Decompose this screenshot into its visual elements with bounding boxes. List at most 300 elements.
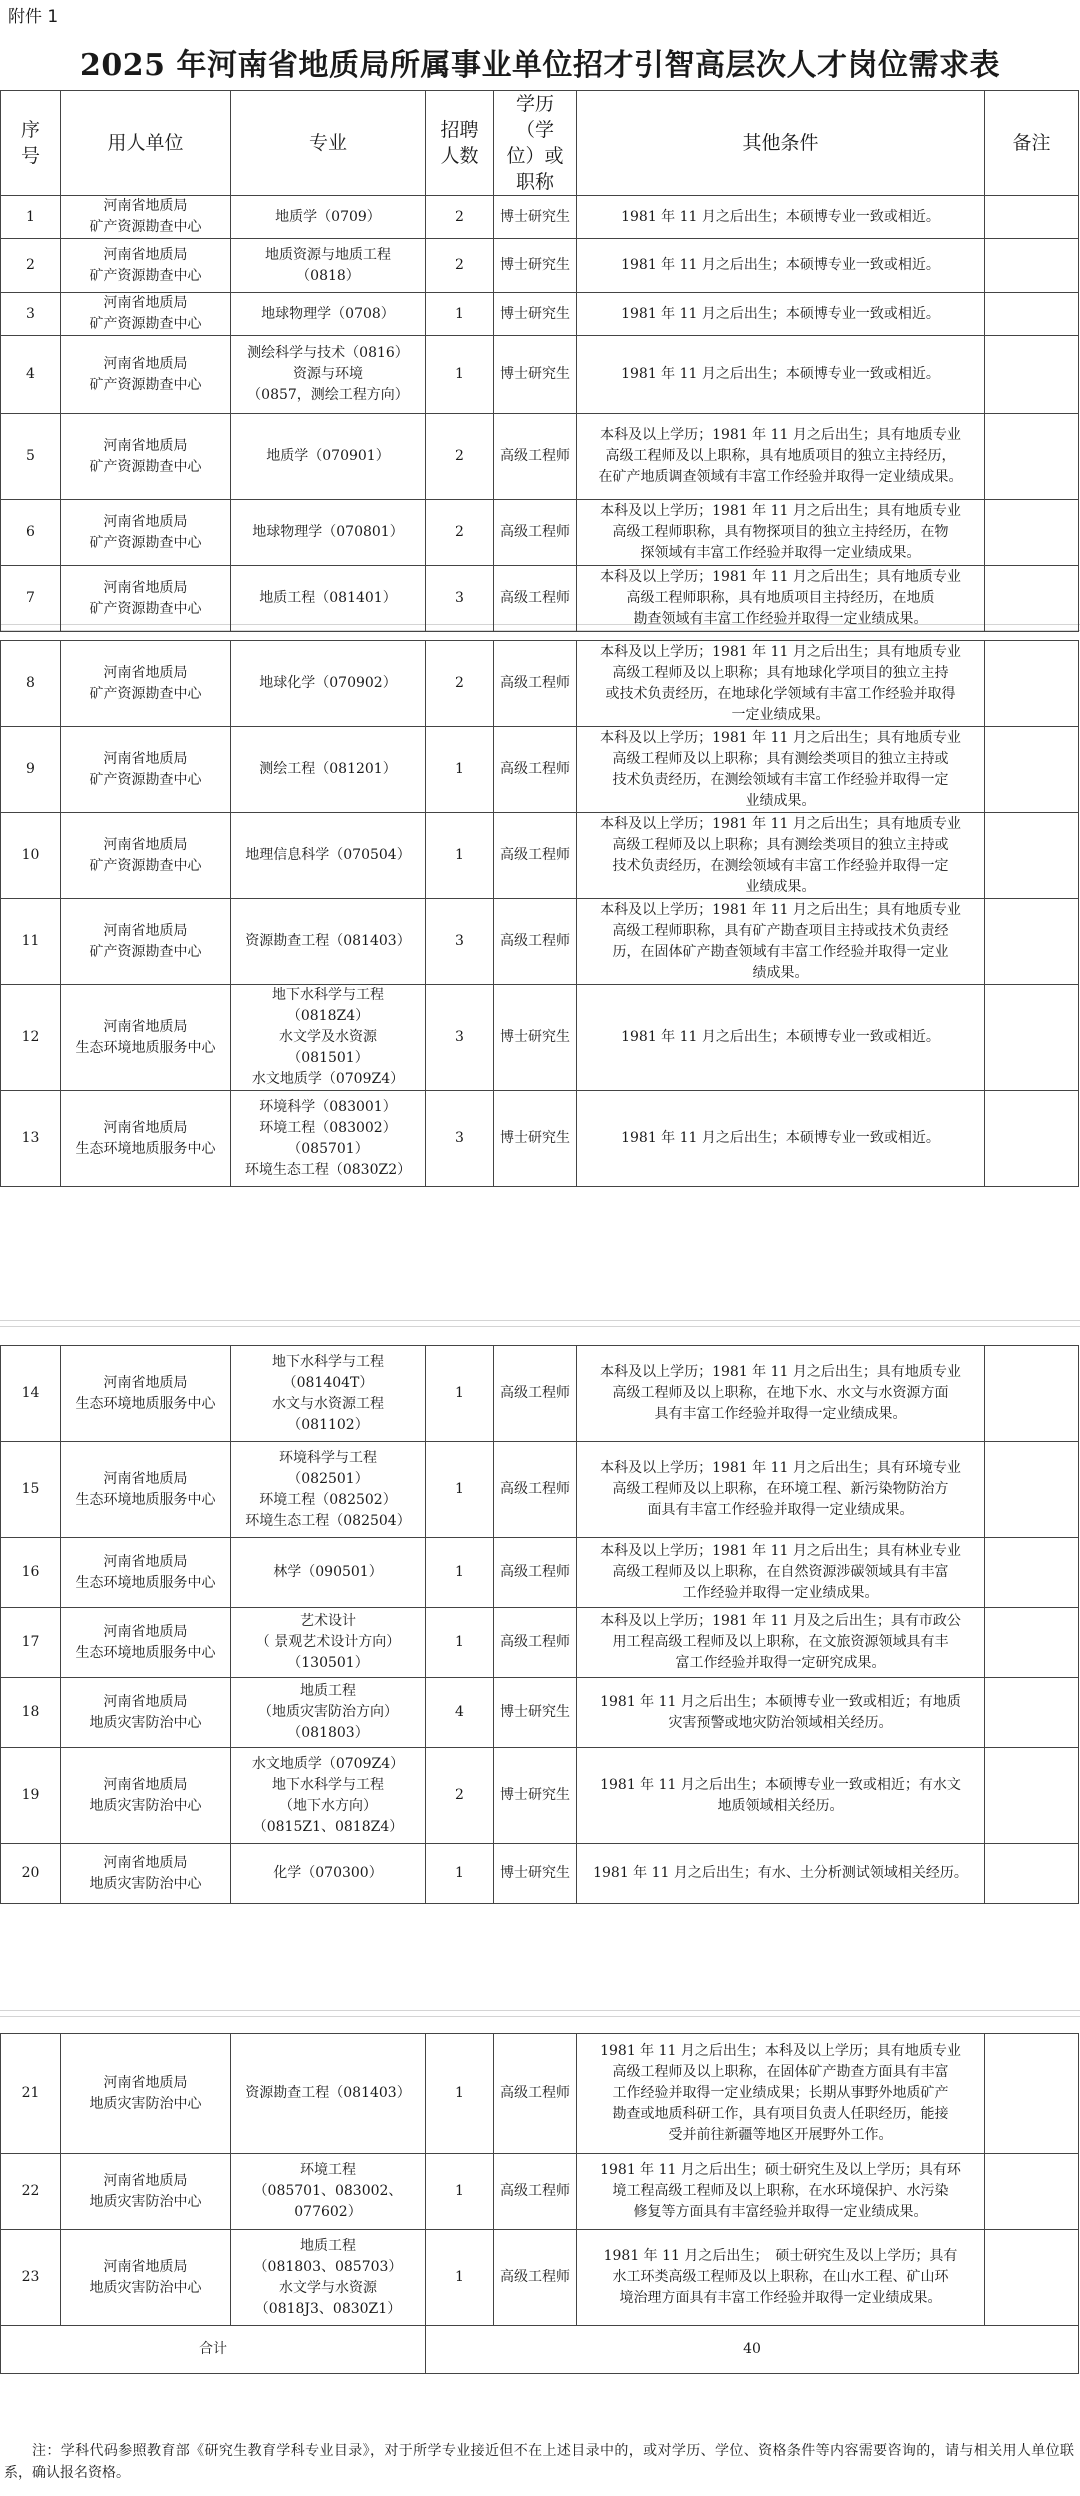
- cell-line: 1981 年 11 月之后出生；硕士研究生及以上学历；具有环: [600, 2162, 961, 2178]
- seq-cell: 2: [1, 239, 61, 293]
- remark-cell: [985, 239, 1079, 293]
- table-block-3: [0, 1345, 1079, 1904]
- edu-cell: 高级工程师: [494, 1442, 577, 1538]
- table-block-1: [0, 90, 1079, 632]
- edu-cell: 博士研究生: [494, 196, 577, 239]
- header-major: 专业: [231, 91, 426, 196]
- cell-line: 本科及以上学历；1981 年 11 月及之后出生；具有市政公: [600, 1613, 961, 1629]
- remark-cell: [985, 899, 1079, 985]
- count-cell: 1: [426, 336, 494, 414]
- cell-line: 高级工程师职称，具有物探项目的独立主持经历，在物: [612, 524, 949, 540]
- cell-line: 化学（070300）: [273, 1865, 383, 1881]
- seq-cell: 15: [1, 1442, 61, 1538]
- seq-cell: 19: [1, 1748, 61, 1844]
- cell-line: （081102）: [287, 1416, 369, 1433]
- cell-line: 测绘工程（081201）: [259, 761, 397, 777]
- seq-cell: 14: [1, 1346, 61, 1442]
- major-cell: [231, 414, 426, 500]
- cell-line: 地下水科学与工程: [272, 1776, 384, 1793]
- edu-cell: 博士研究生: [494, 336, 577, 414]
- cell-line: 河南省地质局: [103, 579, 188, 596]
- count-cell: 1: [426, 1538, 494, 1608]
- cell-line: 矿产资源勘查中心: [89, 600, 202, 617]
- unit-cell: [61, 1844, 231, 1904]
- unit-cell: [61, 500, 231, 566]
- cell-line: 地质资源与地质工程: [265, 246, 391, 263]
- major-cell: [231, 813, 426, 899]
- header-unit: 用人单位: [61, 91, 231, 196]
- cell-line: 1981 年 11 月之后出生； 硕士研究生及以上学历；具有: [603, 2248, 958, 2264]
- edu-cell: 高级工程师: [494, 1608, 577, 1678]
- cell-line: 地质灾害防治中心: [89, 2279, 202, 2296]
- cell-line: 矿产资源勘查中心: [89, 376, 202, 393]
- cell-line: 1981 年 11 月之后出生；本硕博专业一致或相近。: [621, 366, 940, 382]
- cell-line: （081803、085703）: [253, 2258, 403, 2275]
- cell-line: 水文学及水资源: [279, 1029, 377, 1045]
- major-cell: [231, 566, 426, 632]
- cell-line: 水文学与水资源: [279, 2279, 377, 2296]
- cell-line: （0818）: [296, 267, 360, 284]
- seq-cell: 21: [1, 2034, 61, 2154]
- cell-line: 本科及以上学历；1981 年 11 月之后出生；具有地质专业: [600, 503, 961, 519]
- other-cell: [577, 813, 985, 899]
- table-row: [1, 813, 1079, 899]
- cell-line: 水工环类高级工程师及以上职称，在山水工程、矿山环: [612, 2269, 949, 2285]
- cell-line: 河南省地质局: [103, 664, 188, 681]
- cell-line: 地质学（0709）: [275, 208, 381, 225]
- unit-cell: [61, 293, 231, 336]
- unit-cell: [61, 566, 231, 632]
- other-cell: [577, 239, 985, 293]
- remark-cell: [985, 1608, 1079, 1678]
- cell-line: 水文与水资源工程: [272, 1395, 384, 1412]
- remark-cell: [985, 336, 1079, 414]
- other-cell: [577, 1678, 985, 1748]
- cell-line: 河南省地质局: [103, 1623, 188, 1640]
- table-row: [1, 727, 1079, 813]
- other-cell: [577, 1442, 985, 1538]
- cell-line: 地质工程: [300, 1683, 356, 1699]
- unit-cell: [61, 2034, 231, 2154]
- other-cell: [577, 641, 985, 727]
- major-cell: [231, 1538, 426, 1608]
- total-label: 合计: [1, 2326, 426, 2374]
- table-row: [1, 1538, 1079, 1608]
- count-cell: 3: [426, 1091, 494, 1187]
- unit-cell: [61, 239, 231, 293]
- cell-line: 地质工程（081401）: [259, 590, 397, 606]
- remark-cell: [985, 1748, 1079, 1844]
- cell-line: 生态环境地质服务中心: [75, 1574, 216, 1591]
- major-cell: [231, 1091, 426, 1187]
- unit-cell: [61, 1091, 231, 1187]
- cell-line: 河南省地质局: [103, 836, 188, 853]
- unit-cell: [61, 1608, 231, 1678]
- cell-line: 招聘: [440, 119, 479, 141]
- cell-line: 环境科学（083001）: [259, 1098, 397, 1115]
- remark-cell: [985, 566, 1079, 632]
- cell-line: 环境科学与工程: [279, 1449, 377, 1466]
- cell-line: 地质灾害防治中心: [89, 1875, 202, 1892]
- table-row: [1, 1091, 1079, 1187]
- count-cell: 1: [426, 2154, 494, 2230]
- cell-line: 序: [20, 119, 40, 141]
- major-cell: [231, 2230, 426, 2326]
- cell-line: 业绩成果。: [745, 792, 816, 809]
- total-value: 40: [426, 2326, 1079, 2374]
- count-cell: 2: [426, 196, 494, 239]
- cell-line: 河南省地质局: [103, 1693, 188, 1710]
- cell-line: 1981 年 11 月之后出生；有水、土分析测试领域相关经历。: [593, 1865, 968, 1881]
- page-break-line: [0, 2010, 1080, 2011]
- table-row: [1, 1346, 1079, 1442]
- remark-cell: [985, 196, 1079, 239]
- page-break-line: [0, 1320, 1080, 1321]
- unit-cell: [61, 2230, 231, 2326]
- cell-line: 境治理方面具有丰富工作经验并取得一定业绩成果。: [619, 2290, 942, 2306]
- cell-line: 工作经验并取得一定业绩成果。: [682, 1585, 879, 1601]
- count-cell: 3: [426, 566, 494, 632]
- remark-cell: [985, 1844, 1079, 1904]
- cell-line: 受并前往新疆等地区开展野外工作。: [668, 2127, 893, 2143]
- table-row: [1, 2230, 1079, 2326]
- cell-line: 河南省地质局: [103, 295, 188, 311]
- cell-line: 1981 年 11 月之后出生；本硕博专业一致或相近。: [621, 257, 940, 273]
- table-row: [1, 985, 1079, 1091]
- unit-cell: [61, 2154, 231, 2230]
- edu-cell: 高级工程师: [494, 899, 577, 985]
- cell-line: 高级工程师及以上职称，在固体矿产勘查方面具有丰富: [612, 2064, 949, 2080]
- total-row: [1, 2326, 1079, 2374]
- cell-line: （085701、083002、: [253, 2183, 403, 2199]
- unit-cell: [61, 641, 231, 727]
- cell-line: 高级工程师及以上职称；具有测绘类项目的独立主持或: [612, 750, 949, 767]
- remark-cell: [985, 293, 1079, 336]
- other-cell: [577, 1091, 985, 1187]
- other-cell: [577, 899, 985, 985]
- cell-line: 河南省地质局: [103, 1374, 188, 1391]
- table-row: [1, 1608, 1079, 1678]
- count-cell: 1: [426, 1442, 494, 1538]
- cell-line: 河南省地质局: [103, 2258, 188, 2275]
- edu-cell: 博士研究生: [494, 985, 577, 1091]
- cell-line: 面具有丰富工作经验并取得一定业绩成果。: [647, 1502, 914, 1518]
- cell-line: 高级工程师及以上职称，具有地质项目的独立主持经历，: [605, 448, 956, 464]
- table-row: [1, 500, 1079, 566]
- cell-line: （地质灾害防治方向）: [258, 1704, 398, 1720]
- cell-line: （130501）: [287, 1655, 369, 1671]
- cell-line: 高级工程师职称，具有矿产勘查项目主持或技术负责经: [612, 922, 949, 939]
- table-row: [1, 196, 1079, 239]
- cell-line: 用工程高级工程师及以上职称，在文旅资源领域具有丰: [612, 1634, 949, 1650]
- cell-line: 本科及以上学历；1981 年 11 月之后出生；具有地质专业: [600, 643, 961, 660]
- header-edu: [494, 91, 577, 196]
- unit-cell: [61, 1346, 231, 1442]
- cell-line: 生态环境地质服务中心: [75, 1140, 216, 1157]
- count-cell: 1: [426, 293, 494, 336]
- cell-line: （0818Z4）: [286, 1008, 370, 1024]
- edu-cell: 博士研究生: [494, 1844, 577, 1904]
- cell-line: 地质灾害防治中心: [89, 2095, 202, 2112]
- seq-cell: 3: [1, 293, 61, 336]
- unit-cell: [61, 1442, 231, 1538]
- edu-cell: 博士研究生: [494, 293, 577, 336]
- remark-cell: [985, 2034, 1079, 2154]
- remark-cell: [985, 1678, 1079, 1748]
- remark-cell: [985, 1538, 1079, 1608]
- cell-line: 高级工程师及以上职称，在地下水、水文与水资源方面: [612, 1385, 949, 1401]
- unit-cell: [61, 1538, 231, 1608]
- major-cell: [231, 727, 426, 813]
- cell-line: 灾害预警或地灾防治领域相关经历。: [668, 1714, 893, 1731]
- other-cell: [577, 566, 985, 632]
- cell-line: （0857，测绘工程方向）: [247, 387, 409, 403]
- attachment-label: 附件 1: [8, 7, 59, 27]
- cell-line: 生态环境地质服务中心: [75, 1039, 216, 1056]
- table-row: [1, 414, 1079, 500]
- cell-line: 高级工程师及以上职称；具有地球化学项目的独立主持: [612, 664, 949, 681]
- count-cell: 3: [426, 985, 494, 1091]
- other-cell: [577, 2154, 985, 2230]
- cell-line: 河南省地质局: [103, 922, 188, 939]
- seq-cell: 1: [1, 196, 61, 239]
- major-cell: [231, 2154, 426, 2230]
- cell-line: 绩成果。: [752, 964, 809, 981]
- cell-line: （081404T）: [282, 1374, 374, 1391]
- cell-line: 地球化学（070902）: [259, 675, 397, 691]
- cell-line: 矿产资源勘查中心: [89, 534, 202, 551]
- cell-line: （082501）: [287, 1470, 369, 1487]
- table-row: [1, 899, 1079, 985]
- count-cell: 1: [426, 813, 494, 899]
- cell-line: 生态环境地质服务中心: [75, 1395, 216, 1412]
- edu-cell: 博士研究生: [494, 239, 577, 293]
- cell-line: 资源与环境: [293, 366, 363, 382]
- cell-line: 地下水科学与工程: [272, 987, 384, 1003]
- edu-cell: 高级工程师: [494, 414, 577, 500]
- unit-cell: [61, 985, 231, 1091]
- header-seq: [1, 91, 61, 196]
- unit-cell: [61, 414, 231, 500]
- remark-cell: [985, 813, 1079, 899]
- table-row: [1, 2034, 1079, 2154]
- major-cell: [231, 1608, 426, 1678]
- table-row: [1, 293, 1079, 336]
- cell-line: 河南省地质局: [103, 355, 188, 372]
- cell-line: 1981 年 11 月之后出生；本硕博专业一致或相近。: [621, 208, 940, 225]
- major-cell: [231, 1844, 426, 1904]
- cell-line: 号: [20, 145, 40, 167]
- cell-line: 本科及以上学历；1981 年 11 月之后出生；具有地质专业: [600, 815, 961, 832]
- table-row: [1, 239, 1079, 293]
- cell-line: 探领域有丰富工作经验并取得一定业绩成果。: [640, 545, 921, 561]
- other-cell: [577, 1346, 985, 1442]
- cell-line: 河南省地质局: [103, 1119, 188, 1136]
- table-row: [1, 1844, 1079, 1904]
- table-row: [1, 1678, 1079, 1748]
- header-row: [1, 91, 1079, 196]
- cell-line: 1981 年 11 月之后出生；本硕博专业一致或相近；有地质: [600, 1693, 961, 1710]
- other-cell: [577, 2230, 985, 2326]
- count-cell: 1: [426, 2034, 494, 2154]
- cell-line: 河南省地质局: [103, 1553, 188, 1570]
- cell-line: 勘查领域有丰富工作经验并取得一定业绩成果。: [633, 611, 928, 627]
- seq-cell: 11: [1, 899, 61, 985]
- remark-cell: [985, 1346, 1079, 1442]
- major-cell: [231, 1678, 426, 1748]
- cell-line: 业绩成果。: [745, 878, 816, 895]
- other-cell: [577, 500, 985, 566]
- edu-cell: 博士研究生: [494, 1091, 577, 1187]
- cell-line: 高级工程师及以上职称；具有测绘类项目的独立主持或: [612, 836, 949, 853]
- table-row: [1, 2154, 1079, 2230]
- edu-cell: 高级工程师: [494, 727, 577, 813]
- cell-line: 环境工程（083002）: [259, 1119, 397, 1136]
- cell-line: 河南省地质局: [103, 513, 188, 530]
- cell-line: 本科及以上学历；1981 年 11 月之后出生；具有地质专业: [600, 569, 961, 585]
- remark-cell: [985, 2230, 1079, 2326]
- cell-line: 修复等方面具有丰富经验并取得一定业绩成果。: [633, 2204, 928, 2220]
- count-cell: 1: [426, 727, 494, 813]
- cell-line: 本科及以上学历；1981 年 11 月之后出生；具有地质专业: [600, 901, 961, 918]
- major-cell: [231, 1748, 426, 1844]
- remark-cell: [985, 727, 1079, 813]
- unit-cell: [61, 727, 231, 813]
- count-cell: 4: [426, 1678, 494, 1748]
- cell-line: 位）或职称: [506, 145, 564, 193]
- cell-line: 矿产资源勘查中心: [89, 219, 202, 235]
- major-cell: [231, 293, 426, 336]
- cell-line: 林学（090501）: [273, 1564, 383, 1580]
- page-title: 2025 年河南省地质局所属事业单位招才引智高层次人才岗位需求表: [80, 48, 1000, 83]
- cell-line: 1981 年 11 月之后出生；本硕博专业一致或相近。: [621, 305, 940, 322]
- cell-line: （ 景观艺术设计方向）: [255, 1634, 401, 1650]
- seq-cell: 17: [1, 1608, 61, 1678]
- edu-cell: 高级工程师: [494, 1346, 577, 1442]
- other-cell: [577, 1844, 985, 1904]
- table-row: [1, 336, 1079, 414]
- cell-line: 地质灾害防治中心: [89, 2193, 202, 2210]
- header-count: [426, 91, 494, 196]
- other-cell: [577, 196, 985, 239]
- remark-cell: [985, 2154, 1079, 2230]
- cell-line: 地质工程: [300, 2237, 356, 2254]
- cell-line: （081803）: [287, 1725, 369, 1741]
- cell-line: 地下水科学与工程: [272, 1353, 384, 1370]
- cell-line: 河南省地质局: [103, 750, 188, 767]
- edu-cell: 高级工程师: [494, 2154, 577, 2230]
- cell-line: 水文地质学（0709Z4）: [251, 1071, 405, 1087]
- cell-line: 水文地质学（0709Z4）: [251, 1755, 405, 1772]
- count-cell: 1: [426, 1844, 494, 1904]
- cell-line: 生态环境地质服务中心: [75, 1644, 216, 1661]
- cell-line: 环境生态工程（082504）: [245, 1512, 411, 1529]
- page-break-line: [0, 1326, 1080, 1327]
- table-row: [1, 1442, 1079, 1538]
- cell-line: 一定业绩成果。: [731, 706, 830, 723]
- major-cell: [231, 500, 426, 566]
- cell-line: 生态环境地质服务中心: [75, 1491, 216, 1508]
- cell-line: 境工程高级工程师及以上职称，在水环境保护、水污染: [612, 2183, 949, 2199]
- cell-line: 学历（学: [515, 93, 554, 141]
- cell-line: 资源勘查工程（081403）: [245, 2085, 411, 2101]
- cell-line: 矿产资源勘查中心: [89, 771, 202, 788]
- other-cell: [577, 1608, 985, 1678]
- cell-line: 地理信息科学（070504）: [245, 847, 411, 863]
- cell-line: （085701）: [287, 1140, 369, 1157]
- cell-line: 1981 年 11 月之后出生；本硕博专业一致或相近。: [621, 1029, 940, 1045]
- cell-line: 地质学（070901）: [266, 448, 390, 464]
- seq-cell: 22: [1, 2154, 61, 2230]
- seq-cell: 13: [1, 1091, 61, 1187]
- major-cell: [231, 336, 426, 414]
- edu-cell: 高级工程师: [494, 2230, 577, 2326]
- unit-cell: [61, 196, 231, 239]
- edu-cell: 博士研究生: [494, 1678, 577, 1748]
- seq-cell: 5: [1, 414, 61, 500]
- cell-line: 高级工程师及以上职称，在自然资源涉碳领域具有丰富: [612, 1564, 949, 1580]
- other-cell: [577, 1538, 985, 1608]
- cell-line: 高级工程师职称，具有地质项目主持经历，在地质: [626, 590, 935, 606]
- cell-line: 1981 年 11 月之后出生；本科及以上学历；具有地质专业: [600, 2043, 961, 2059]
- seq-cell: 12: [1, 985, 61, 1091]
- table-block-4: [0, 2033, 1079, 2374]
- major-cell: [231, 239, 426, 293]
- count-cell: 3: [426, 899, 494, 985]
- edu-cell: 高级工程师: [494, 1538, 577, 1608]
- remark-cell: [985, 500, 1079, 566]
- other-cell: [577, 336, 985, 414]
- cell-line: 077602）: [294, 2204, 362, 2220]
- cell-line: 矿产资源勘查中心: [89, 857, 202, 874]
- cell-line: 在矿产地质调查领域有丰富工作经验并取得一定业绩成果。: [598, 469, 963, 485]
- cell-line: 历，在固体矿产勘查领域有丰富工作经验并取得一定业: [612, 943, 949, 960]
- cell-line: 地质灾害防治中心: [89, 1797, 202, 1814]
- cell-line: 本科及以上学历；1981 年 11 月之后出生；具有地质专业: [600, 1364, 961, 1380]
- cell-line: 测绘科学与技术（0816）: [247, 345, 409, 361]
- count-cell: 2: [426, 414, 494, 500]
- cell-line: 环境工程（082502）: [259, 1491, 397, 1508]
- cell-line: 勘查或地质科研工作，具有项目负责人任职经历，能接: [612, 2106, 949, 2122]
- cell-line: 人数: [440, 145, 479, 167]
- cell-line: 或技术负责经历，在地球化学领域有丰富工作经验并取得: [605, 685, 956, 702]
- other-cell: [577, 985, 985, 1091]
- cell-line: 矿产资源勘查中心: [89, 943, 202, 960]
- major-cell: [231, 1346, 426, 1442]
- other-cell: [577, 2034, 985, 2154]
- cell-line: 本科及以上学历；1981 年 11 月之后出生；具有林业专业: [600, 1543, 961, 1559]
- cell-line: 河南省地质局: [103, 437, 188, 454]
- seq-cell: 8: [1, 641, 61, 727]
- major-cell: [231, 899, 426, 985]
- cell-line: 具有丰富工作经验并取得一定业绩成果。: [654, 1406, 907, 1422]
- edu-cell: 高级工程师: [494, 500, 577, 566]
- other-cell: [577, 1748, 985, 1844]
- cell-line: 河南省地质局: [103, 198, 188, 214]
- major-cell: [231, 641, 426, 727]
- cell-line: （081501）: [287, 1050, 369, 1066]
- other-cell: [577, 293, 985, 336]
- cell-line: 河南省地质局: [103, 1776, 188, 1793]
- cell-line: 本科及以上学历；1981 年 11 月之后出生；具有环境专业: [600, 1460, 961, 1476]
- unit-cell: [61, 1748, 231, 1844]
- cell-line: 本科及以上学历；1981 年 11 月之后出生；具有地质专业: [600, 729, 961, 746]
- cell-line: 河南省地质局: [103, 2074, 188, 2091]
- table-row: [1, 641, 1079, 727]
- count-cell: 1: [426, 1346, 494, 1442]
- cell-line: 河南省地质局: [103, 1470, 188, 1487]
- edu-cell: 高级工程师: [494, 641, 577, 727]
